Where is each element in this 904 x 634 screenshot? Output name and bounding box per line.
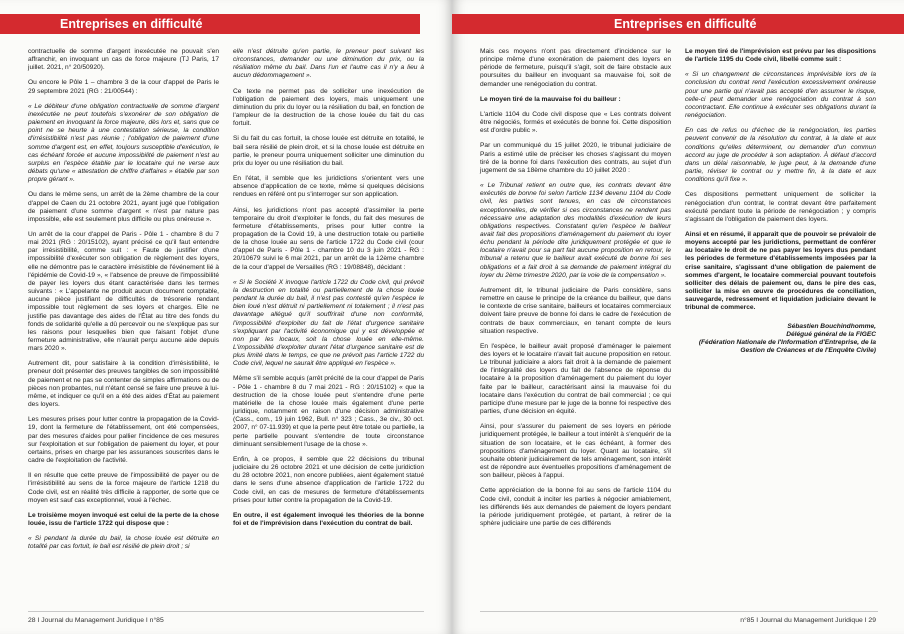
quote: elle n'est détruite qu'en partie, le preneur peut suivant les circonstances, demander ou une diminution du prix, ou la résiliation même du bail. Dans l'un et l'autre cas il n'y a lieu à aucun dédommagement ». bbox=[233, 48, 424, 80]
section-banner bbox=[452, 14, 904, 34]
text-columns bbox=[480, 48, 878, 535]
column-1 bbox=[480, 48, 671, 535]
quote: « Si un changement de circonstances imprévisible lors de la conclusion du contrat rend l'exécution excessivement onéreuse pour une partie qui n'avait pas accepté d'en assumer le risque, celle-ci peut demander une renégociation du contrat à son cocontractant. Elle continue à exécuter ses obligations durant la renégociation. bbox=[685, 71, 876, 120]
author-role: Délégué général de la FIGEC bbox=[786, 330, 876, 338]
subheading: Le moyen tiré de la mauvaise foi du bailleur : bbox=[480, 95, 621, 103]
text-columns bbox=[28, 48, 424, 558]
paragraph: Même s'il semble acquis (arrêt précité de la cour d'appel de Paris - Pôle 1 - chambre 8 du 7 mai 2021 - RG : 20/15102) « que la destruction de la chose louée peut s'entendre d'une perte matérielle de la chose louée mais également d'une perte juridique, notamment en raison d'une décision administrative (Cass., com., 19 juin 1962, Bull. n° 323 ; Cass., 3e civ., 30 oct. 2007, n° 07-11.939) et que la perte peut être totale ou partielle, la perte partielle pouvant s'entendre de toute circonstance diminuant sensiblement l'usage de la chose ». bbox=[233, 375, 424, 448]
subheading: Le troisième moyen invoqué est celui de la perte de la chose louée, issu de l'article 1722 qui dispose que : bbox=[28, 511, 219, 527]
section-banner bbox=[0, 14, 420, 34]
paragraph: Autrement dit, le tribunal judiciaire de Paris considère, sans remettre en cause le principe de la créance du bailleur, que dans le contexte de crise sanitaire, bailleurs et locataires commerciaux doivent faire preuve de bonne foi dans le cadre de l'exécution de contrats de baux commerciaux, en tenant compte de leurs situation respective. bbox=[480, 286, 671, 335]
footer-rule bbox=[480, 611, 878, 612]
quote: En cas de refus ou d'échec de la renégociation, les parties peuvent convenir de la résolution du contrat, à la date et aux conditions qu'elles déterminent, ou demander d'un commun accord au juge de procéder à son adaptation. À défaut d'accord dans un délai raisonnable, le juge peut, à la demande d'une partie, réviser le contrat ou y mettre fin, à la date et aux conditions qu'il fixe ». bbox=[685, 127, 876, 184]
paragraph: En l'espèce, le bailleur avait proposé d'aménager le paiement des loyers et le locataire n'avait fait aucune proposition en retour. Le tribunal judiciaire a alors fait droit à la demande de paiement de l'intégralité des loyers du fait de l'absence de réponse du locataire à la proposition d'aménagement du paiement du loyer faite par le bailleur, caractérisant ainsi la mauvaise foi du locataire dans l'exécution du contrat de bail commercial ; ce qui participe d'une mesure par le juge de la bonne foi respective des parties, d'une décision en équité. bbox=[480, 342, 671, 416]
section-title: Entreprises en difficulté bbox=[60, 17, 203, 31]
column-2 bbox=[685, 48, 876, 535]
right-page bbox=[452, 0, 904, 634]
paragraph: Un arrêt de la cour d'appel de Paris - Pôle 1 - chambre 8 du 7 mai 2021 (RG : 20/15102), ayant précisé ce qu'il faut entendre par irrésistibilité, comme suit : « Faute de justifier d'une impossibilité d'exécuter son obligation de règlement des loyers, elle ne démontre pas le caractère irrésistible de l'événement lié à l'épidémie de Covid-19 », « l'absence de preuve de l'impossibilité de payer les loyers dus étant caractérisée dans les termes suivants : « L'appelante ne produit aucun document comptable, aucune pièce justifiant de difficultés de trésorerie rendant impossible tout règlement de ses loyers et charges. Elle ne justifie pas davantage des aides de l'État au titre des fonds du fonds de solidarité qu'elle a dû percevoir ou ne s'explique pas sur les raisons pour lesquelles bien que faisant l'objet d'une fermeture administrative, elle n'aurait perçu aucune aide depuis mars 2020 ». bbox=[28, 230, 219, 353]
author-signature bbox=[685, 323, 876, 356]
column-1 bbox=[28, 48, 219, 558]
quote: « Si pendant la durée du bail, la chose louée est détruite en totalité par cas fortuit, le bail est résilié de plein droit ; si bbox=[28, 535, 219, 551]
paragraph: Si du fait du cas fortuit, la chose louée est détruite en totalité, le bail sera résilié de plein droit, et si la chose louée est détruite en partie, le preneur pourra uniquement solliciter une diminution du prix du loyer ou une résiliation du bail. bbox=[233, 135, 424, 167]
author-organization: (Fédération Nationale de l'Information d'Entreprise, de la Gestion de Créances et de l'Enquête Civile) bbox=[698, 338, 876, 354]
subheading: En outre, il est également invoqué les théories de la bonne foi et de l'imprévision dans l'exécution du contrat de bail. bbox=[233, 511, 424, 527]
paragraph: contractuelle de somme d'argent inexécutée ne pouvait s'en affranchir, en invoquant un cas de force majeure (TJ Paris, 17 juillet. 2021, n° 20/50920). bbox=[28, 48, 219, 72]
paragraph: Ainsi, pour s'assurer du paiement de ses loyers en période juridiquement protégée, le bailleur a tout intérêt à s'enquérir de la situation de son locataire, et le cas échéant, à former des propositions d'aménagement du loyer. Quant au locataire, s'il souhaite obtenir judiciairement de tels aménagement, son intérêt est de répondre aux éventuelles propositions d'aménagement de son bailleur, pièces à l'appui. bbox=[480, 423, 671, 480]
paragraph: Ainsi et en résumé, il apparaît que de pouvoir se prévaloir de moyens accepté par les juridictions, permettant de conférer au locataire le droit de ne pas payer les loyers dus pendant les périodes de fermeture d'établissements imposées par la crise sanitaire, s'agissant d'une obligation de paiement de sommes d'argent, le locataire commercial pouvant toutefois solliciter des délais de paiement ou, dans le pire des cas, solliciter la mise en œuvre de procédures de conciliation, sauvegarde, redressement et liquidation judiciaire devant le tribunal de commerce. bbox=[685, 230, 876, 312]
paragraph: Mais ces moyens n'ont pas directement d'incidence sur le principe même d'une exonération de paiement des loyers en période de fermeture, puisqu'il s'agit, soit de faire obstacle aux poursuites du bailleur en invoquant sa mauvaise foi, soit de demander une renégociation du contrat. bbox=[480, 48, 671, 88]
paragraph: Ainsi, les juridictions n'ont pas accepté d'assimiler la perte temporaire du droit d'exploiter le fonds, du fait des mesures de fermeture d'établissements, prises pour lutter contre la propagation de la Covid 19, à une destruction totale ou partielle de la chose louée au sens de l'article 1722 du Code civil (cour d'appel de Paris - Pôle 1 - chambre 10 du 3 juin 2021 - RG : 20/10679 suivi le 6 mai 2021, par un arrêt de la 12ème chambre de la cour d'appel de Versailles (RG : 19/08848), décidant : bbox=[233, 206, 424, 271]
paragraph: Par un communiqué du 15 juillet 2020, le tribunal judiciaire de Paris a estimé utile de préciser les choses s'agissant du moyen tiré de la bonne foi dans l'exécution des contrats, au sujet d'un jugement de sa 18ème chambre du 10 juillet 2020 : bbox=[480, 142, 671, 174]
author-name: Sébastien Bouchindhomme, bbox=[787, 322, 876, 330]
paragraph: Autrement dit, pour satisfaire à la condition d'irrésistibilité, le preneur doit présenter des preuves tangibles de son impossibilité de paiement et ne pas se contenter de simples affirmations ou de pièces non probantes, nul n'étant censé se faire une preuve à lui-même, et indiquer ce qu'il en a été des aides d'État au paiement des loyers. bbox=[28, 360, 219, 409]
paragraph: Enfin, à ce propos, il semble que 22 décisions du tribunal judiciaire du 26 octobre 2021 et une décision de cette juridiction du 28 octobre 2021, non encore publiées, aient également statué dans le sens d'une absence d'application de l'article 1722 du Code civil, en cas de mesures de fermeture d'établissements prises pour lutter contre la propagation de la Covid-19. bbox=[233, 455, 424, 504]
quote: « Le Tribunal retient en outre que, les contrats devant être exécutés de bonne foi selon l'article 1134 devenu 1104 du Code civil, les parties sont tenues, en cas de circonstances exceptionnelles, de vérifier si ces circonstances ne rendent pas nécessaire une adaptation des modalités d'exécution de leurs obligations respectives. Constatant qu'en l'espèce le bailleur avait fait des propositions d'aménagement du paiement du loyer échu pendant la période dite juridiquement protégée et que le locataire n'avait pour sa part fait aucune proposition en retour, le tribunal a retenu que le bailleur avait exécuté de bonne foi ses obligations et a fait droit à sa demande de paiement intégral du loyer du 2ème trimestre 2020, par la voie de la compensation ». bbox=[480, 182, 671, 279]
paragraph: Les mesures prises pour lutter contre la propagation de la Covid-19, dont la fermeture de l'établissement, ont été compensées, par des mesures d'aides pour pallier l'incidence de ces mesures sur l'exploitation et sur l'obligation de paiement du loyer, et pour certains, prises en charge par les assurances souscrites dans le cadre de l'exploitation de l'activité. bbox=[28, 416, 219, 465]
column-2 bbox=[233, 48, 424, 558]
paragraph: En l'état, il semble que les juridictions s'orientent vers une absence d'application de ce texte, même si quelques décisions rendues en référé ont pu s'interroger sur son application. bbox=[233, 175, 424, 199]
paragraph: Ou dans le même sens, un arrêt de la 2ème chambre de la cour d'appel de Caen du 21 octobre 2021, ayant jugé que l'obligation de paiement d'une somme d'argent « n'est par nature pas impossible, elle est seulement plus difficile ou plus onéreuse ». bbox=[28, 191, 219, 223]
section-title: Entreprises en difficulté bbox=[614, 17, 757, 31]
subheading: Le moyen tiré de l'imprévision est prévu par les dispositions de l'article 1195 du Code civil, libellé comme suit : bbox=[685, 48, 876, 64]
quote: « Si le Société X invoque l'article 1722 du Code civil, qui prévoit la destruction en totalité ou partiellement de la chose louée pendant la durée du bail, il n'est pas contesté qu'en l'espèce le bien loué n'est détruit ni partiellement ni totalement ; il n'est pas davantage allégué qu'il souffrirait d'une non conformité, l'impossibilité d'exploiter du fait de l'état d'urgence sanitaire s'expliquant par l'activité économique qui y est développée et non par les locaux, soit la chose louée en elle-même. L'impossibilité d'exploiter durant l'état d'urgence sanitaire est de plus limité dans le temps, ce que ne prévoit pas l'article 1722 du Code civil, lequel ne saurait être appliqué en l'espèce ». bbox=[233, 278, 424, 368]
paragraph: Cette appréciation de la bonne foi au sens de l'article 1104 du Code civil, conduit à inciter les parties à négocier amiablement, les différends liés aux demandes de paiement de loyers pendant la période juridiquement protégée, et partant, à retirer de la sphère judiciaire une partie de ces différends bbox=[480, 487, 671, 527]
paragraph: Il en résulte que cette preuve de l'impossibilité de payer ou de l'irrésistibilité au sens de la force majeure de l'article 1218 du Code civil, est en réalité très difficile à rapporter, de sorte que ce moyen est sauf cas exceptionnel, voué à l'échec. bbox=[28, 472, 219, 504]
paragraph: Ce texte ne permet pas de solliciter une inexécution de l'obligation de paiement des loyers, mais uniquement une diminution du prix du loyer ou la résiliation du bail, en fonction de l'ampleur de la destruction de la chose louée du fait du cas fortuit. bbox=[233, 87, 424, 128]
paragraph: L'article 1104 du Code civil dispose que « Les contrats doivent être négociés, formés et exécutés de bonne foi. Cette disposition est d'ordre public ». bbox=[480, 110, 671, 135]
paragraph: Ou encore le Pôle 1 – chambre 3 de la cour d'appel de Paris le 29 septembre 2021 (RG : 21/00544) : bbox=[28, 79, 219, 95]
page-footer: n°85 I Journal du Management Juridique I 29 bbox=[740, 617, 876, 624]
paragraph: Ces dispositions permettent uniquement de solliciter la renégociation d'un contrat, le contrat devant être parfaitement exécuté pendant toute la période de renégociation ; y compris s'agissant de l'obligation de paiement des loyers. bbox=[685, 191, 876, 223]
quote: « Le débiteur d'une obligation contractuelle de somme d'argent inexécutée ne peut toutefois s'exonérer de son obligation de paiement en invoquant la force majeure, dès lors et, sans que ce point ne se heurte à une contestation sérieuse, la condition d'irrésistibilité n'est pas réunie ; l'obligation de paiement d'une somme d'argent est, en effet, toujours susceptible d'exécution, le cas échéant forcée et aucune impossibilité de paiement n'est au surplus en l'espèce établie par le locataire qui ne verse aux débats qu'une « attestation de chiffre d'affaires » établie par son propre gérant ». bbox=[28, 102, 219, 184]
footer-rule bbox=[28, 611, 424, 612]
page-footer: 28 I Journal du Management Juridique I n°85 bbox=[28, 617, 164, 624]
